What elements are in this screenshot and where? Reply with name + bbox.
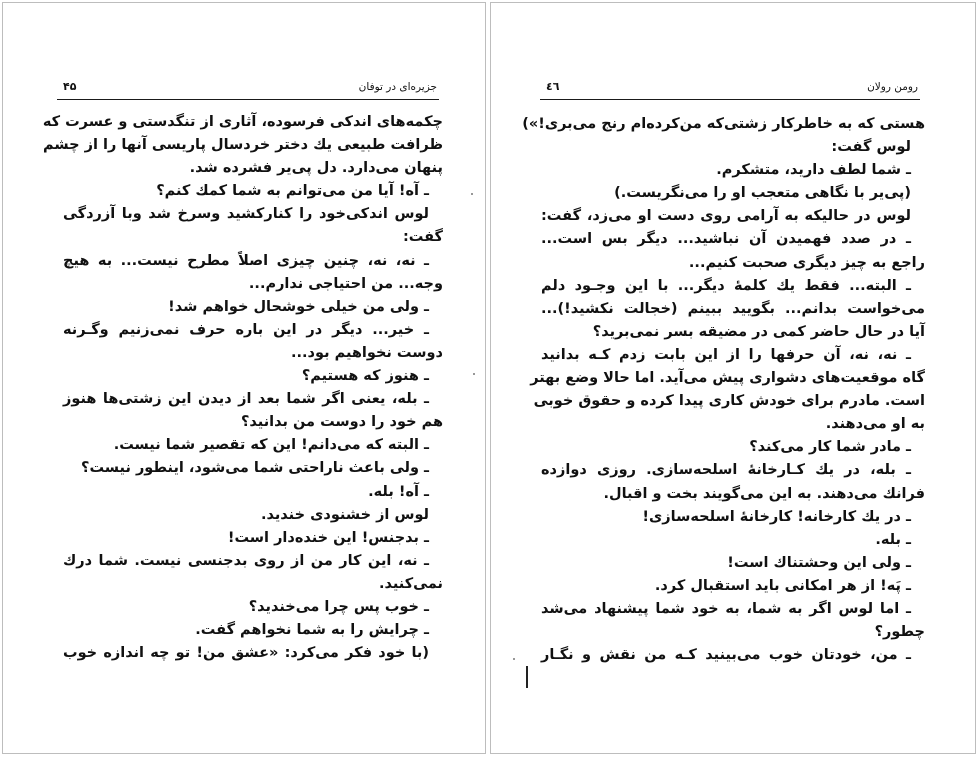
- margin-mark: [526, 666, 528, 688]
- text-line: ـ در یك کارخانه! کارخانهٔ اسلحه‌سازی!: [642, 508, 911, 525]
- left-page: [2, 2, 486, 754]
- text-line: آیا در حال حاضر کمی در مضیقه بسر نمی‌برید؟: [592, 323, 925, 340]
- text-line: ـ آه! آیا من می‌توانم به شما کمك کنم؟: [156, 183, 429, 200]
- text-line: ـ شما لطف دارید، متشکرم.: [716, 162, 911, 179]
- text-line: ظرافت طبیعی یك دختر خردسال پاریسی آنها را از چشم: [43, 137, 443, 154]
- text-line: ـ نه، نه، چنین چیزی اصلاً مطرح نیست... به هیچ: [63, 252, 429, 269]
- text-line: ـ چرایش را به شما نخواهم گفت.: [195, 622, 429, 639]
- text-line: ـ نه، این کار من از روی بدجنسی نیست. شما درك: [63, 552, 429, 569]
- text-line: گاه موقعیت‌های دشواری پیش می‌آید. اما حالا وضع بهتر: [530, 370, 925, 387]
- text-line: ـ در صدد فهمیدن آن نباشید... دیگر بس است...: [541, 231, 911, 248]
- text-line: ـ من، خودتان خوب می‌بینید کـه من نقش و نگـار: [541, 647, 911, 664]
- left-running-title: جزیره‌ای در توفان: [358, 81, 437, 93]
- right-page-text: [522, 113, 925, 667]
- text-line: (با خود فکر می‌کرد: «عشق من! تو چه اندازه خوب: [63, 645, 429, 662]
- text-line: پنهان می‌دارد. دل پی‌یر فشرده شد.: [189, 160, 443, 177]
- right-page: [490, 2, 976, 754]
- text-line: ـ آه! بله.: [368, 483, 429, 500]
- text-line: ـ نه، نه، آن حرفها را از این بابت زدم کـه بدانید: [541, 346, 911, 363]
- text-line: گفت:: [402, 229, 443, 246]
- left-page-number: ۴۵: [63, 80, 77, 93]
- text-line: می‌خواست بدانم... بگویید ببینم (خجالت نکشید!)...: [541, 300, 925, 317]
- text-line: وجه... من احتیاجی ندارم...: [248, 275, 443, 292]
- text-line: به او می‌دهند.: [825, 416, 925, 433]
- left-page-text: [42, 111, 443, 665]
- text-line: لوس گفت:: [831, 139, 911, 156]
- text-line: ـ بله، در یك کـارخانهٔ اسلحه‌سازی. روزی دوازده: [541, 462, 911, 479]
- text-line: لوس در حالیکه به آرامی روی دست او می‌زد، گفت:: [541, 208, 911, 225]
- text-line: ـ ولی این وحشتناك است!: [727, 554, 911, 571]
- text-line: ـ خوب پس چرا می‌خندید؟: [248, 598, 429, 615]
- text-line: (پی‌یر با نگاهی متعجب او را می‌نگریست.): [614, 185, 911, 202]
- text-line: ـ اما لوس اگر به شما، به خود شما پیشنهاد می‌شد: [541, 600, 911, 617]
- text-line: لوس از خشنودی خندید.: [260, 506, 429, 523]
- text-line: ـ خیر... دیگر در این باره حرف نمی‌زنیم وگـرنه: [63, 321, 429, 338]
- text-line: هم خود را دوست من بدانید؟: [241, 414, 443, 431]
- text-line: فرانك می‌دهند. به این می‌گویند بخت و اقبال.: [603, 485, 925, 502]
- text-line: ـ هنوز که هستیم؟: [301, 368, 429, 385]
- text-line: ـ البته که می‌دانم! این که تقصیر شما نیست.: [113, 437, 429, 454]
- text-line: نمی‌کنید.: [379, 575, 443, 592]
- text-line: ـ ولی باعث ناراحتی شما می‌شود، اینطور نیست؟: [81, 460, 429, 477]
- text-line: ـ ولی من خیلی خوشحال خواهم شد!: [168, 298, 429, 315]
- text-line: ـ بدجنس! این خنده‌دار است!: [227, 529, 429, 546]
- text-line: چکمه‌های اندکی فرسوده، آثاری از تنگدستی و عسرت که: [42, 114, 443, 130]
- text-line: ـ بله، یعنی اگر شما بعد از دیدن این زشتی‌ها هنوز: [63, 391, 429, 408]
- text-line: لوس اندکی‌خود را کنارکشید وسرخ شد وبا آزردگی: [63, 206, 429, 223]
- right-page-header: [540, 77, 920, 100]
- left-page-header: [57, 77, 439, 100]
- right-page-number: ٤٦: [546, 80, 560, 93]
- speck: [471, 193, 473, 195]
- text-line: هستی که به خاطرکار زشتی‌که من‌کرده‌ام رنج می‌بری!»): [522, 116, 925, 132]
- text-line: ـ پَه! از هر امکانی باید استقبال کرد.: [654, 577, 911, 594]
- text-line: دوست نخواهیم بود...: [291, 344, 443, 361]
- text-line: راجع به چیز دیگری صحبت کنیم...: [688, 254, 925, 271]
- speck: [473, 373, 475, 375]
- text-line: ـ مادر شما کار می‌کند؟: [749, 439, 911, 456]
- speck: [513, 658, 515, 660]
- text-line: ـ البته... فقط یك کلمهٔ دیگر... با این وجـود دلم: [541, 277, 911, 294]
- text-line: است. مادرم برای خودش کاری پیدا کرده و حقوق خوبی: [533, 393, 925, 410]
- text-line: چطور؟: [874, 624, 925, 641]
- text-line: ـ بله.: [875, 531, 911, 548]
- right-running-title: رومن رولان: [867, 81, 918, 93]
